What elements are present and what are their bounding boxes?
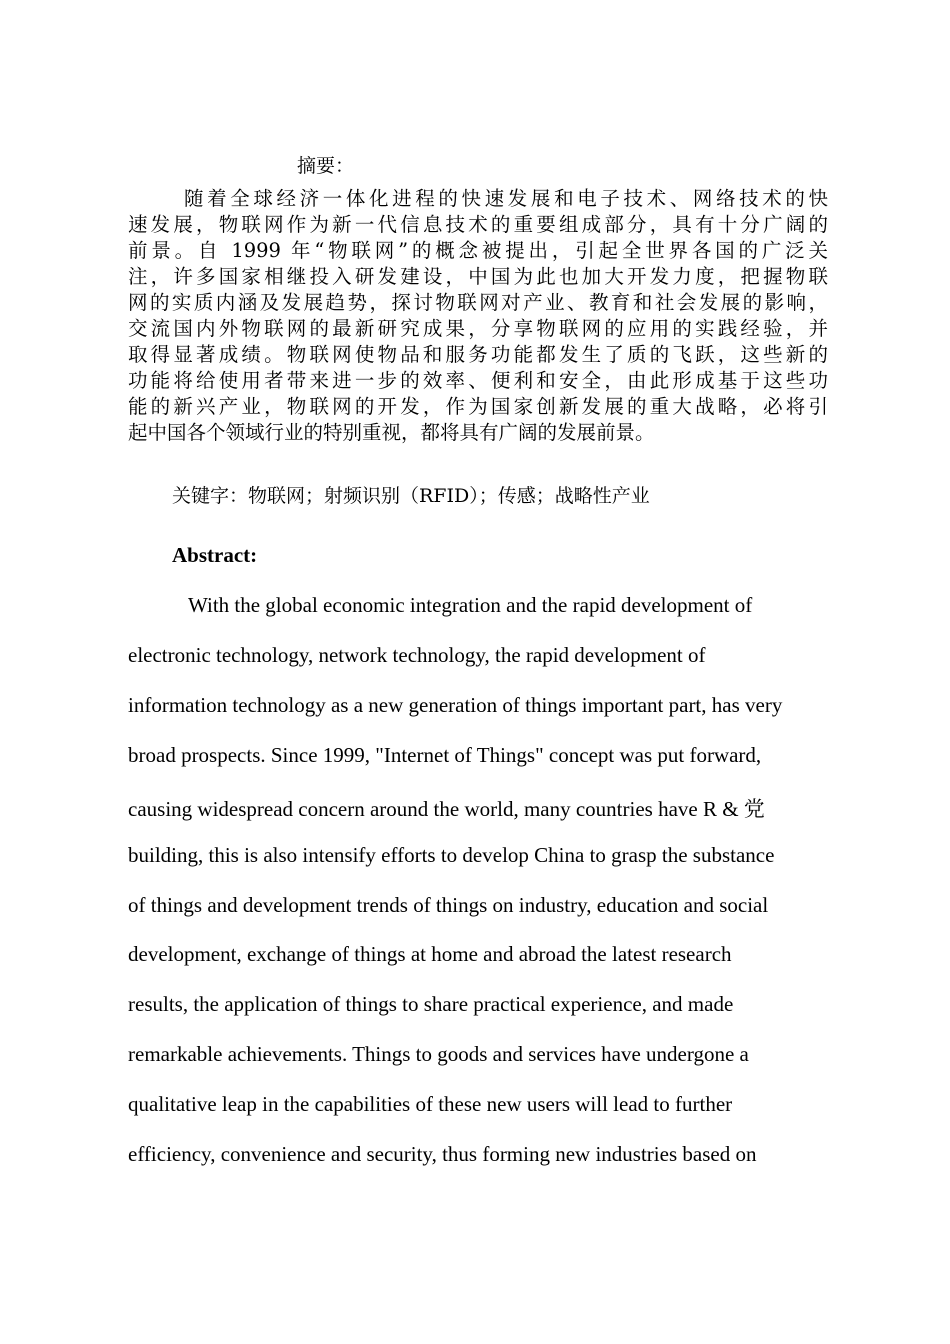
english-abstract-line: remarkable achievements. Things to goods and services have undergone a	[128, 1042, 749, 1066]
keywords-line: 关键字：物联网；射频识别（RFID）；传感；战略性产业	[172, 485, 650, 507]
english-abstract-line: electronic technology, network technology, the rapid development of	[128, 643, 706, 667]
english-abstract-line: of things and development trends of things on industry, education and social	[128, 893, 769, 917]
english-abstract-line: causing widespread concern around the world, many countries have R & 党	[128, 797, 765, 821]
chinese-abstract-line: 能的新兴产业，物联网的开发，作为国家创新发展的重大战略，必将引	[128, 395, 828, 418]
english-abstract-line: building, this is also intensify efforts to develop China to grasp the substance	[128, 843, 775, 867]
chinese-abstract-line: 交流国内外物联网的最新研究成果，分享物联网的应用的实践经验，并	[128, 317, 828, 340]
chinese-abstract-line: 取得显著成绩。物联网使物品和服务功能都发生了质的飞跃，这些新的	[128, 343, 828, 366]
chinese-abstract-line: 起中国各个领域行业的特别重视，都将具有广阔的发展前景。	[128, 421, 655, 444]
chinese-abstract-line: 速发展，物联网作为新一代信息技术的重要组成部分，具有十分广阔的	[128, 213, 828, 236]
chinese-abstract-line: 注，许多国家相继投入研发建设，中国为此也加大开发力度，把握物联	[128, 265, 828, 288]
chinese-abstract-line: 功能将给使用者带来进一步的效率、便利和安全，由此形成基于这些功	[128, 369, 828, 392]
chinese-abstract-line: 网的实质内涵及发展趋势，探讨物联网对产业、教育和社会发展的影响，	[128, 291, 828, 314]
english-abstract-line: efficiency, convenience and security, thus forming new industries based on	[128, 1142, 757, 1166]
english-abstract-line: With the global economic integration and the rapid development of	[188, 593, 753, 617]
english-abstract-line: qualitative leap in the capabilities of these new users will lead to further	[128, 1092, 733, 1116]
english-abstract-line: information technology as a new generation of things important part, has very	[128, 693, 783, 717]
chinese-abstract-line: 前景。自 1999 年“物联网”的概念被提出，引起全世界各国的广泛关	[128, 239, 828, 262]
english-abstract-line: broad prospects. Since 1999, "Internet of Things" concept was put forward,	[128, 743, 762, 767]
english-abstract-title: Abstract:	[172, 543, 258, 567]
english-abstract-line: results, the application of things to share practical experience, and made	[128, 992, 734, 1016]
chinese-abstract-line: 随着全球经济一体化进程的快速发展和电子技术、网络技术的快	[184, 187, 828, 210]
english-abstract-line: development, exchange of things at home and abroad the latest research	[128, 942, 732, 966]
chinese-abstract-title: 摘要：	[297, 155, 355, 177]
